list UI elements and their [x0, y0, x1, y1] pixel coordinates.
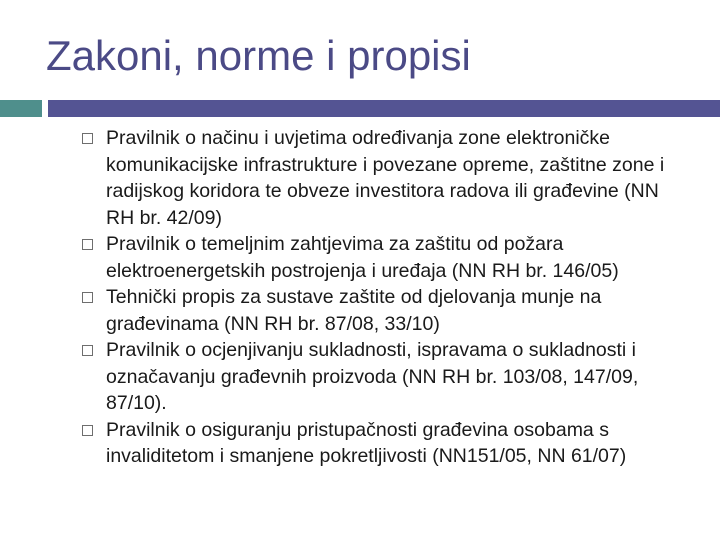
square-bullet-icon [82, 133, 93, 144]
bullet-text: Tehnički propis za sustave zaštite od djelovanja munje na građevinama (NN RH br. 87/08, 33/10) [106, 286, 602, 335]
list-item [82, 284, 682, 337]
bullet-text: Pravilnik o osiguranju pristupačnosti građevina osobama s invaliditetom i smanjene pokretljivosti (NN151/05, NN 61/07) [106, 418, 627, 467]
bullet-text: Pravilnik o temeljnim zahtjevima za zaštitu od požara elektroenergetskih postrojenja i uređaja (NN RH br. 146/05) [106, 233, 619, 282]
bullet-text: Pravilnik o načinu i uvjetima određivanja zone elektroničke komunikacijske infrastrukture i povezane opreme, zaštitne zone i radijskog koridora te obveze investitora radova ili građevine (NN RH br. 42/09) [106, 127, 665, 229]
square-bullet-icon [82, 425, 93, 436]
bullet-list [82, 125, 682, 470]
slide-title: Zakoni, norme i propisi [46, 32, 471, 79]
square-bullet-icon [82, 292, 93, 303]
list-item [82, 417, 682, 470]
bullet-text: Pravilnik o ocjenjivanju sukladnosti, ispravama o sukladnosti i označavanju građevnih proizvoda (NN RH br. 103/08, 147/09, 87/10). [106, 339, 639, 414]
list-item [82, 125, 682, 231]
accent-bar-teal [0, 100, 42, 117]
square-bullet-icon [82, 239, 93, 250]
accent-bar-indigo [48, 100, 720, 117]
list-item [82, 231, 682, 284]
list-item [82, 337, 682, 417]
square-bullet-icon [82, 345, 93, 356]
